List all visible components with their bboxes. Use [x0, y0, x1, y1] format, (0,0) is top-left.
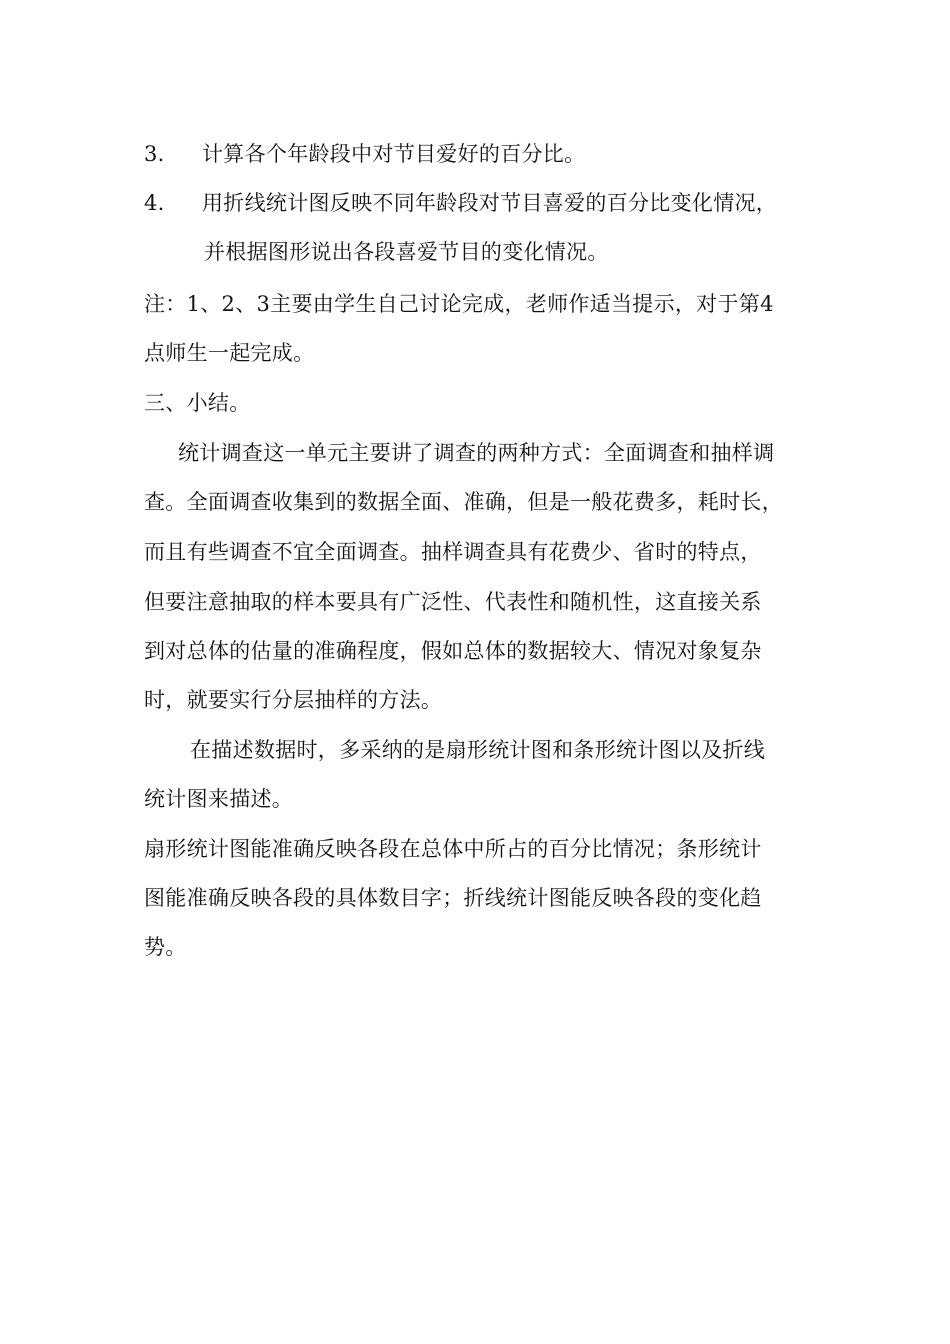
list-item-3: [144, 140, 585, 168]
charts-line-2: 图能准确反映各段的具体数目字；折线统计图能反映各段的变化趋: [144, 886, 762, 910]
list-item-3-text: 计算各个年龄段中对节目爱好的百分比。: [202, 142, 586, 166]
summary-line-1: 统计调查这一单元主要讲了调查的两种方式：全面调查和抽样调: [178, 441, 775, 465]
charts-line-1: 扇形统计图能准确反映各段在总体中所占的百分比情况；条形统计: [144, 837, 762, 861]
summary-line-6: 时，就要实行分层抽样的方法。: [144, 688, 443, 712]
summary-line-5: 到对总体的估量的准确程度，假如总体的数据较大、情况对象复杂: [144, 639, 762, 663]
describe-line-1: 在描述数据时，多采纳的是扇形统计图和条形统计图以及折线: [190, 738, 766, 762]
summary-line-2: 查。全面调查收集到的数据全面、准确，但是一般花费多，耗时长，: [144, 490, 783, 514]
describe-line-2: 统计图来描述。: [144, 787, 294, 811]
section-heading: 三、小结。: [144, 391, 251, 415]
list-item-4-text: 用折线统计图反映不同年龄段对节目喜爱的百分比变化情况，: [202, 191, 778, 215]
list-item-4-continuation: 并根据图形说出各段喜爱节目的变化情况。: [204, 240, 609, 264]
list-item-3-number: 3.: [144, 142, 165, 166]
note-line-2: 点师生一起完成。: [144, 341, 315, 365]
summary-line-3: 而且有些调查不宜全面调查。抽样调查具有花费少、省时的特点，: [144, 540, 762, 564]
list-item-4-number: 4.: [144, 191, 165, 215]
list-item-4: [144, 189, 777, 217]
note-line-1: 注：1、2、3主要由学生自己讨论完成，老师作适当提示，对于第4: [144, 292, 774, 316]
charts-line-3: 势。: [144, 935, 187, 959]
summary-line-4: 但要注意抽取的样本要具有广泛性、代表性和随机性，这直接关系: [144, 590, 762, 614]
